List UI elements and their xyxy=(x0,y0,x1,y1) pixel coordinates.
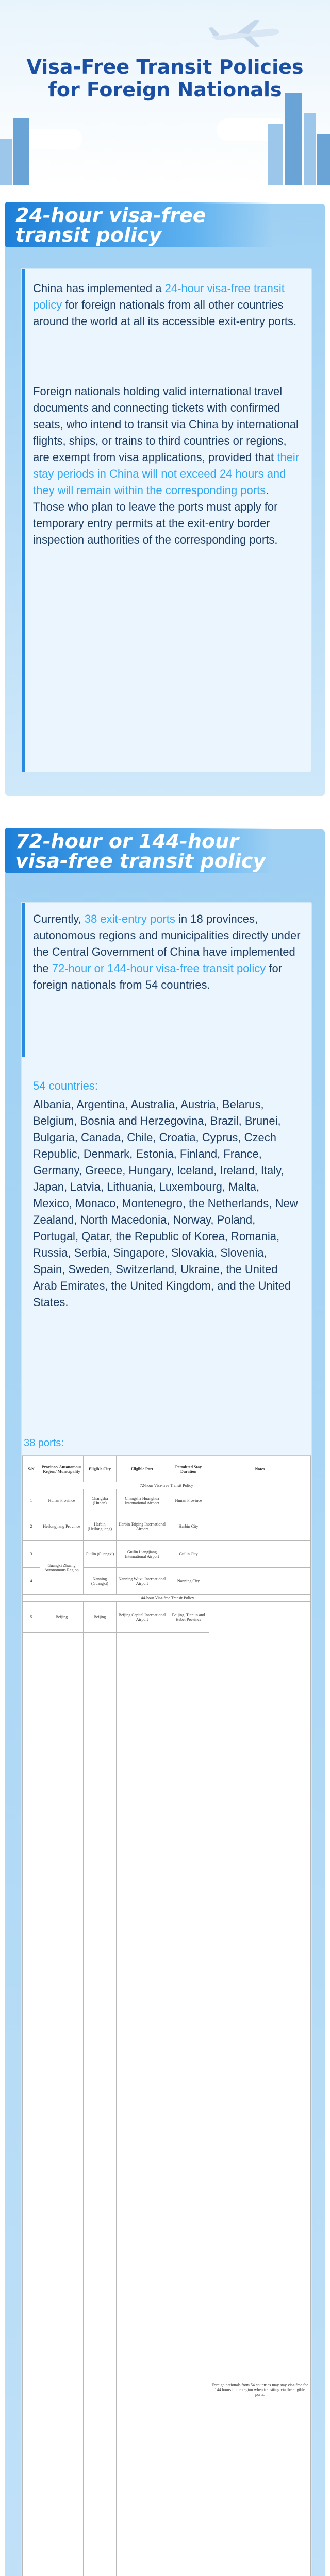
para-24h-rules: Foreign nationals holding valid international travel documents and connecting tickets with confirmed seats, who intend to transit via China by international flights, ships, or trains to third countries or regions, are exempt from visa applications, provided that their stay periods in China will not exceed 24 hours and they will remain within the corresponding ports. Those who plan to leave the ports must apply for temporary entry permits at the exit-entry border inspection authorities of the corresponding ports. xyxy=(33,385,300,546)
countries-list: Albania, Argentina, Australia, Austria, Belarus, Belgium, Bosnia and Herzegovina, Brazil, Brunei, Bulgaria, Canada, Chile, Croatia, Cyprus, Czech Republic, Denmark, Estonia, Finland, France, Germany, Greece, Hungary, Iceland, Ireland, Italy, Japan, Latvia, Lithuania, Luxembourg, Malta, Mexico, Monaco, Montenegro, the Netherlands, New Zealand, North Macedonia, Norway, Poland, Portugal, Qatar, the Republic of Korea, Romania, Russia, Serbia, Singapore, Slovakia, Slovenia, Spain, Sweden, Switzerland, Ukraine, the United Arab Emirates, the United Kingdom, and the United States. xyxy=(33,1098,298,1309)
section-24h-heading xyxy=(5,202,273,247)
highlight-24h-stay: their stay periods in China will not exceed 24 hours and they will remain within the corresponding ports xyxy=(33,451,300,497)
section-72h-heading xyxy=(5,828,273,873)
col-header: Eligible Port xyxy=(117,1456,168,1482)
ports-table xyxy=(22,1456,311,2576)
card-accent-bar xyxy=(22,269,25,772)
airplane-icon xyxy=(206,19,284,49)
para-72h-intro: Currently, 38 exit-entry ports in 18 provinces, autonomous regions and municipalities directly under the Central Government of China have implemented the 72-hour or 144-hour visa-free transit policy for foreign nationals from 54 countries. xyxy=(33,912,301,991)
notes-cell: Foreign nationals from 54 countries may stay visa-free for 144 hours in the region when transiting via the eligible ports. xyxy=(209,1602,311,2576)
title-line-1: Visa-Free Transit Policies xyxy=(26,56,304,78)
building-decoration xyxy=(13,118,29,185)
highlight-38-ports: 38 exit-entry ports xyxy=(84,912,175,925)
table-row: 5 Beijing Beijing Beijing Capital International Airport Beijing, Tianjin and Hebei Province Foreign nationals from 54 countries may stay visa-free for 144 hours in the region when transiting via the eligible ports. xyxy=(23,1602,311,1633)
table-group-row: 72-hour Visa-free Transit Policy xyxy=(23,1482,311,1489)
highlight-72h-policy: 72-hour or 144-hour visa-free transit policy xyxy=(52,962,266,975)
table-group-row: 144-hour Visa-free Transit Policy xyxy=(23,1595,311,1602)
cloud-decoration xyxy=(21,129,82,149)
card-accent-bar xyxy=(22,903,25,1057)
table-row: 4 Nanning (Guangxi) Nanning Wuxu International Airport Nanning City xyxy=(23,1568,311,1595)
heading-24h-line1: 24-hour visa-free xyxy=(15,204,206,227)
building-decoration xyxy=(268,124,283,185)
col-header: Notes xyxy=(209,1456,311,1482)
title-line-2: for Foreign Nationals xyxy=(48,78,282,101)
ports-table-wrapper xyxy=(22,1455,311,2576)
heading-24h-line2: transit policy xyxy=(15,224,162,246)
table-header-row xyxy=(23,1456,311,1482)
building-decoration xyxy=(317,134,330,185)
col-header: Permitted Stay Duration xyxy=(168,1456,209,1482)
table-row: 2 Heilongjiang Province Harbin (Heilongjiang) Harbin Taiping International Airport Harbin City xyxy=(23,1512,311,1541)
building-decoration xyxy=(304,113,316,185)
para-24h-intro: China has implemented a 24-hour visa-free transit policy for foreign nationals from all other countries around the world at all its accessible exit-entry ports. xyxy=(33,282,297,328)
building-decoration xyxy=(0,139,12,185)
hero-header xyxy=(0,0,330,185)
heading-72h-line2: visa-free transit policy xyxy=(15,850,266,872)
page-title xyxy=(0,56,330,101)
col-header: S/N xyxy=(23,1456,40,1482)
countries-label: 54 countries: xyxy=(33,1079,98,1092)
col-header: Eligible City xyxy=(84,1456,117,1482)
highlight-24h-policy: 24-hour visa-free transit policy xyxy=(33,282,285,311)
col-header: Province/ Autonomous Region/ Municipality xyxy=(40,1456,84,1482)
heading-72h-line1: 72-hour or 144-hour xyxy=(15,830,239,853)
table-row: 1 Hunan Province Changsha (Hunan) Changsha Huanghua International Airport Hunan Province xyxy=(23,1489,311,1512)
ports-label: 38 ports: xyxy=(24,1437,64,1449)
building-decoration xyxy=(285,93,302,185)
table-row: 3 Guangxi Zhuang Autonomous Region Guilin (Guangxi) Guilin Liangjiang International Airport Guilin City xyxy=(23,1541,311,1568)
section-24h-card xyxy=(21,268,312,773)
